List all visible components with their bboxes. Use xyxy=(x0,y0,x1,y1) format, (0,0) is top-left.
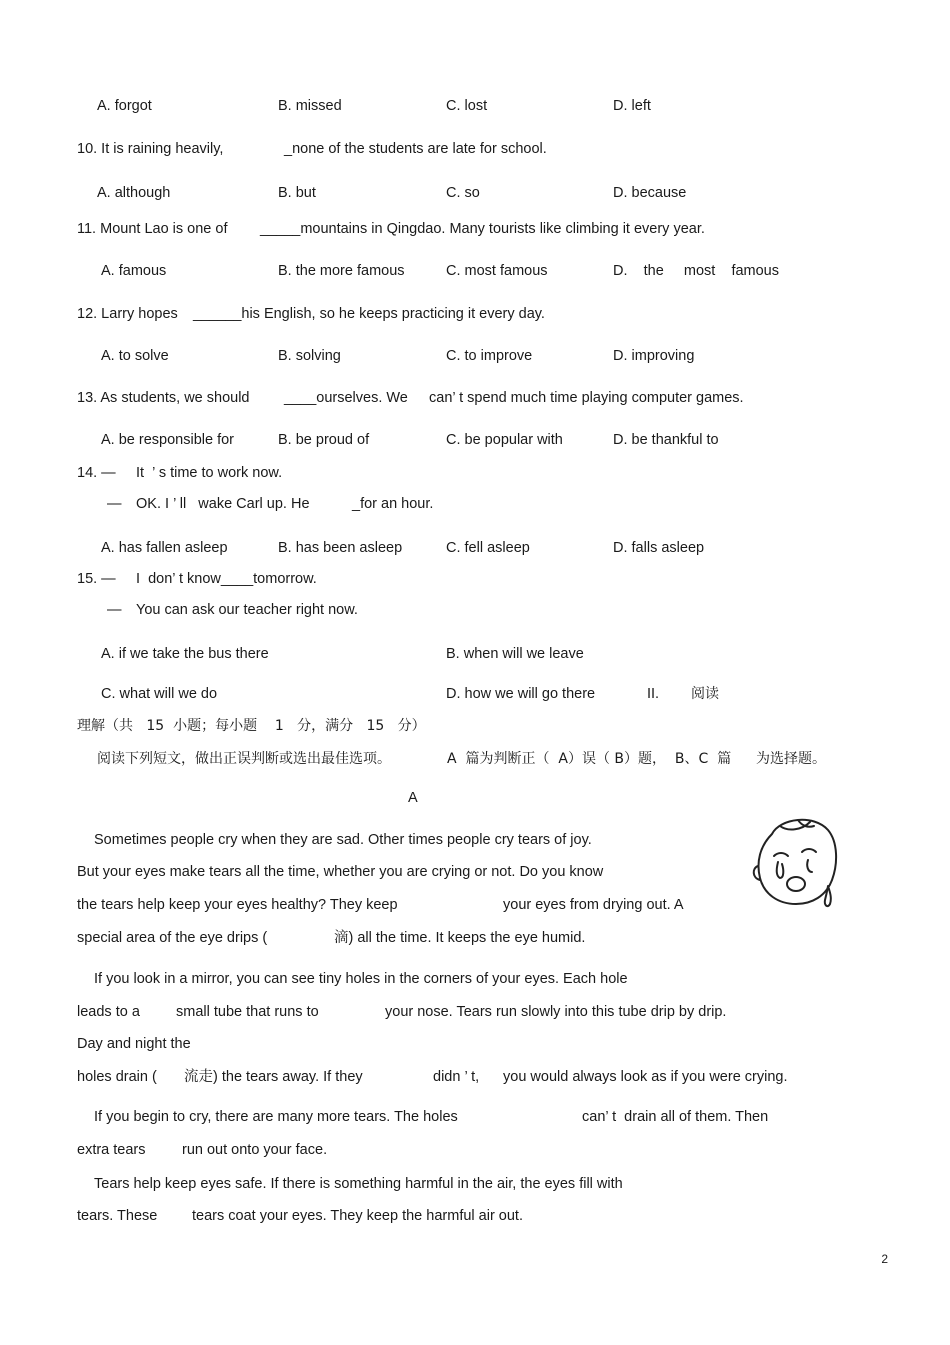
q12-stem-rest: ______his English, so he keeps practicing it every day. xyxy=(193,306,545,322)
passage-line: run out onto your face. xyxy=(182,1142,328,1158)
q14-number: 14. — xyxy=(77,465,116,481)
q9-option-d: D. left xyxy=(613,98,651,114)
q14-line2: OK. I ’ ll wake Carl up. He xyxy=(136,496,310,512)
passage-line: If you look in a mirror, you can see tiny holes in the corners of your eyes. Each hole xyxy=(94,971,628,987)
section-title: 阅读 xyxy=(691,686,719,702)
passage-line: your nose. Tears run slowly into this tube drip by drip. xyxy=(385,1004,727,1020)
q9-option-a: A. forgot xyxy=(97,98,152,114)
passage-line: small tube that runs to xyxy=(176,1004,319,1020)
q15-line2: You can ask our teacher right now. xyxy=(136,602,358,618)
q14-line2-rest: _for an hour. xyxy=(352,496,434,512)
q15-line1: I don’ t know____tomorrow. xyxy=(136,571,317,587)
q15-dash: — xyxy=(107,602,122,618)
section-number: II. xyxy=(647,686,660,702)
q14-option-a: A. has fallen asleep xyxy=(101,540,228,556)
q9-option-b: B. missed xyxy=(278,98,342,114)
passage-line: Sometimes people cry when they are sad. Other times people cry tears of joy. xyxy=(94,832,592,848)
q13-option-b: B. be proud of xyxy=(278,432,370,448)
q10-stem: 10. It is raining heavily, xyxy=(77,141,224,157)
q10-stem-rest: _none of the students are late for school. xyxy=(284,141,547,157)
passage-line: extra tears xyxy=(77,1142,146,1158)
q12-option-b: B. solving xyxy=(278,348,341,364)
q9-option-c: C. lost xyxy=(446,98,488,114)
passage-heading: A xyxy=(408,790,418,806)
q15-option-b: B. when will we leave xyxy=(446,646,584,662)
q12-option-c: C. to improve xyxy=(446,348,533,364)
q12-option-a: A. to solve xyxy=(101,348,169,364)
passage-line: Tears help keep eyes safe. If there is something harmful in the air, the eyes fill with xyxy=(94,1176,623,1192)
passage-line: can’ t drain all of them. Then xyxy=(582,1109,769,1125)
q15-option-a: A. if we take the bus there xyxy=(101,646,269,662)
passage-line: leads to a xyxy=(77,1004,140,1020)
q11-stem-rest: _____mountains in Qingdao. Many tourists like climbing it every year. xyxy=(260,221,705,237)
passage-line: your eyes from drying out. A xyxy=(503,897,684,913)
q14-option-b: B. has been asleep xyxy=(278,540,403,556)
q13-option-d: D. be thankful to xyxy=(613,432,719,448)
passage-line: you would always look as if you were crying. xyxy=(503,1069,788,1085)
passage-line: didn ’ t, xyxy=(433,1069,480,1085)
q14-line1: It ’ s time to work now. xyxy=(136,465,283,481)
q15-number: 15. — xyxy=(77,571,116,587)
section-instructions: 阅读下列短文，做出正误判断或选出最佳选项。 xyxy=(97,751,391,767)
passage-line: 滴) all the time. It keeps the eye humid. xyxy=(334,930,586,946)
passage-line: holes drain ( xyxy=(77,1069,157,1085)
q10-option-b: B. but xyxy=(278,185,316,201)
q15-option-c: C. what will we do xyxy=(101,686,218,702)
passage-line: tears coat your eyes. They keep the harmful air out. xyxy=(192,1208,523,1224)
passage-line: If you begin to cry, there are many more tears. The holes xyxy=(94,1109,458,1125)
q11-option-d: D. the most famous xyxy=(613,263,779,279)
q14-option-d: D. falls asleep xyxy=(613,540,705,556)
section-instructions-mid: A 篇为判断正（ A）误（ B）题， B、C 篇 xyxy=(447,751,732,767)
passage-line: the tears help keep your eyes healthy? They keep xyxy=(77,897,398,913)
q13-stem: 13. As students, we should xyxy=(77,390,250,406)
q11-option-a: A. famous xyxy=(101,263,167,279)
passage-line: But your eyes make tears all the time, whether you are crying or not. Do you know xyxy=(77,864,604,880)
crying-face-illustration xyxy=(752,812,842,912)
q13-option-a: A. be responsible for xyxy=(101,432,234,448)
passage-line: tears. These xyxy=(77,1208,158,1224)
q10-option-c: C. so xyxy=(446,185,480,201)
passage-line: Day and night the xyxy=(77,1036,191,1052)
q11-option-b: B. the more famous xyxy=(278,263,405,279)
section-title-cont: 理解（共 15 小题；每小题 1 分，满分 15 分） xyxy=(77,718,426,734)
q14-dash: — xyxy=(107,496,122,512)
page-number: 2 xyxy=(881,1252,888,1266)
passage-line: 流走) the tears away. If they xyxy=(184,1069,363,1085)
q11-option-c: C. most famous xyxy=(446,263,548,279)
section-instructions-end: 为选择题。 xyxy=(756,751,826,767)
q14-option-c: C. fell asleep xyxy=(446,540,530,556)
q15-option-d: D. how we will go there xyxy=(446,686,596,702)
q10-option-d: D. because xyxy=(613,185,687,201)
q12-stem: 12. Larry hopes xyxy=(77,306,178,322)
q13-option-c: C. be popular with xyxy=(446,432,563,448)
q11-stem: 11. Mount Lao is one of xyxy=(77,221,228,237)
q13-stem-rest: can’ t spend much time playing computer games. xyxy=(429,390,744,406)
q10-option-a: A. although xyxy=(97,185,171,201)
passage-line: special area of the eye drips ( xyxy=(77,930,268,946)
q13-stem-mid: ____ourselves. We xyxy=(284,390,408,406)
q12-option-d: D. improving xyxy=(613,348,695,364)
